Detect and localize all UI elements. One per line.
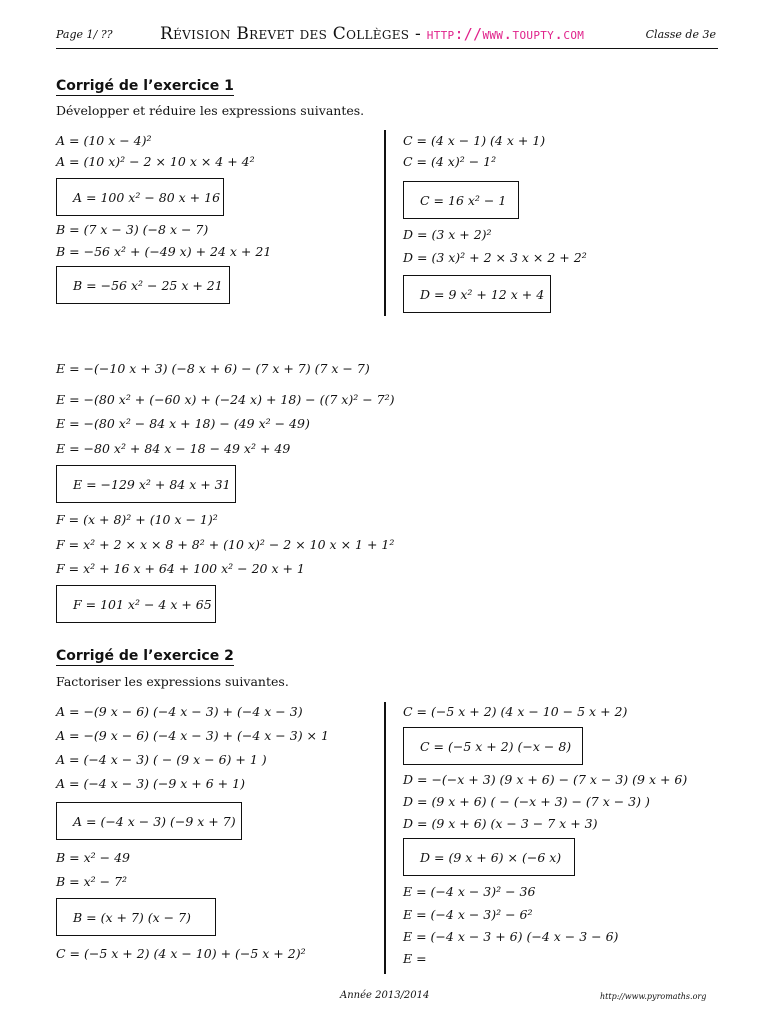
ex1-b-line-2: B = −56 x² + (−49 x) + 24 x + 21 bbox=[56, 244, 272, 259]
footer-year: Année 2013/2014 bbox=[340, 990, 430, 1001]
ex1-a-result-box: A = 100 x² − 80 x + 16 bbox=[56, 178, 224, 216]
ex2-a-result-box: A = (−4 x − 3) (−9 x + 7) bbox=[56, 802, 242, 840]
header-url-link[interactable]: http://www.toupty.com bbox=[426, 25, 585, 43]
footer-site-link[interactable]: http://www.pyromaths.org bbox=[600, 992, 707, 1001]
ex1-e-line-4: E = −80 x² + 84 x − 18 − 49 x² + 49 bbox=[56, 441, 291, 456]
page-header bbox=[56, 24, 716, 46]
ex1-f-line-2: F = x² + 2 × x × 8 + 8² + (10 x)² − 2 × 10 x × 1 + 1² bbox=[56, 537, 395, 552]
column-divider-2 bbox=[384, 702, 386, 974]
exercise-2-intro: Factoriser les expressions suivantes. bbox=[56, 674, 289, 689]
ex2-d-result-box: D = (9 x + 6) × (−6 x) bbox=[403, 838, 575, 876]
ex2-d-line-3: D = (9 x + 6) (x − 3 − 7 x + 3) bbox=[403, 816, 598, 831]
ex1-c-line-2: C = (4 x)² − 1² bbox=[403, 154, 497, 169]
ex2-e-line-2: E = (−4 x − 3)² − 6² bbox=[403, 907, 533, 922]
ex2-c-line-1: C = (−5 x + 2) (4 x − 10) + (−5 x + 2)² bbox=[56, 946, 306, 961]
ex2-a-line-4: A = (−4 x − 3) (−9 x + 6 + 1) bbox=[56, 776, 245, 791]
ex2-e-line-3: E = (−4 x − 3 + 6) (−4 x − 3 − 6) bbox=[403, 929, 619, 944]
ex1-a-line-1: A = (10 x − 4)² bbox=[56, 133, 152, 148]
ex2-e-line-4: E = bbox=[403, 951, 427, 966]
ex1-e-result-box: E = −129 x² + 84 x + 31 bbox=[56, 465, 236, 503]
ex2-b-result-box: B = (x + 7) (x − 7) bbox=[56, 898, 216, 936]
exercise-2-title: Corrigé de l’exercice 2 bbox=[56, 648, 234, 664]
page-number: Page 1/ ?? bbox=[56, 28, 113, 41]
header-title-text: Révision Brevet des Collèges - bbox=[160, 24, 427, 44]
ex2-b-line-1: B = x² − 49 bbox=[56, 850, 130, 865]
ex1-e-line-2: E = −(80 x² + (−60 x) + (−24 x) + 18) − ((7 x)² − 7²) bbox=[56, 392, 395, 407]
ex1-e-line-3: E = −(80 x² − 84 x + 18) − (49 x² − 49) bbox=[56, 416, 310, 431]
ex2-e-line-1: E = (−4 x − 3)² − 36 bbox=[403, 884, 536, 899]
ex2-a-line-3: A = (−4 x − 3) ( − (9 x − 6) + 1 ) bbox=[56, 752, 267, 767]
ex2-a-line-1: A = −(9 x − 6) (−4 x − 3) + (−4 x − 3) bbox=[56, 704, 303, 719]
ex1-d-result-box: D = 9 x² + 12 x + 4 bbox=[403, 275, 551, 313]
ex1-d-line-1: D = (3 x + 2)² bbox=[403, 227, 492, 242]
header-rule bbox=[56, 48, 718, 49]
ex2-a-line-2: A = −(9 x − 6) (−4 x − 3) + (−4 x − 3) × 1 bbox=[56, 728, 329, 743]
ex1-d-line-2: D = (3 x)² + 2 × 3 x × 2 + 2² bbox=[403, 250, 587, 265]
ex1-e-line-1: E = −(−10 x + 3) (−8 x + 6) − (7 x + 7) (7 x − 7) bbox=[56, 361, 370, 376]
ex2-b-line-2: B = x² − 7² bbox=[56, 874, 128, 889]
ex1-b-line-1: B = (7 x − 3) (−8 x − 7) bbox=[56, 222, 209, 237]
ex2-d-line-2: D = (9 x + 6) ( − (−x + 3) − (7 x − 3) ) bbox=[403, 794, 650, 809]
ex1-a-line-2: A = (10 x)² − 2 × 10 x × 4 + 4² bbox=[56, 154, 255, 169]
exercise-1-intro: Développer et réduire les expressions suivantes. bbox=[56, 103, 365, 118]
header-title bbox=[160, 24, 584, 44]
header-class: Classe de 3e bbox=[645, 28, 716, 41]
ex1-c-result-box: C = 16 x² − 1 bbox=[403, 181, 519, 219]
column-divider-1 bbox=[384, 130, 386, 316]
ex2-c-line-2: C = (−5 x + 2) (4 x − 10 − 5 x + 2) bbox=[403, 704, 628, 719]
ex1-f-result-box: F = 101 x² − 4 x + 65 bbox=[56, 585, 216, 623]
ex1-c-line-1: C = (4 x − 1) (4 x + 1) bbox=[403, 133, 546, 148]
ex1-f-line-1: F = (x + 8)² + (10 x − 1)² bbox=[56, 512, 218, 527]
ex2-c-result-box: C = (−5 x + 2) (−x − 8) bbox=[403, 727, 583, 765]
ex1-f-line-3: F = x² + 16 x + 64 + 100 x² − 20 x + 1 bbox=[56, 561, 305, 576]
exercise-1-title: Corrigé de l’exercice 1 bbox=[56, 78, 234, 94]
ex2-d-line-1: D = −(−x + 3) (9 x + 6) − (7 x − 3) (9 x + 6) bbox=[403, 772, 688, 787]
ex1-b-result-box: B = −56 x² − 25 x + 21 bbox=[56, 266, 230, 304]
